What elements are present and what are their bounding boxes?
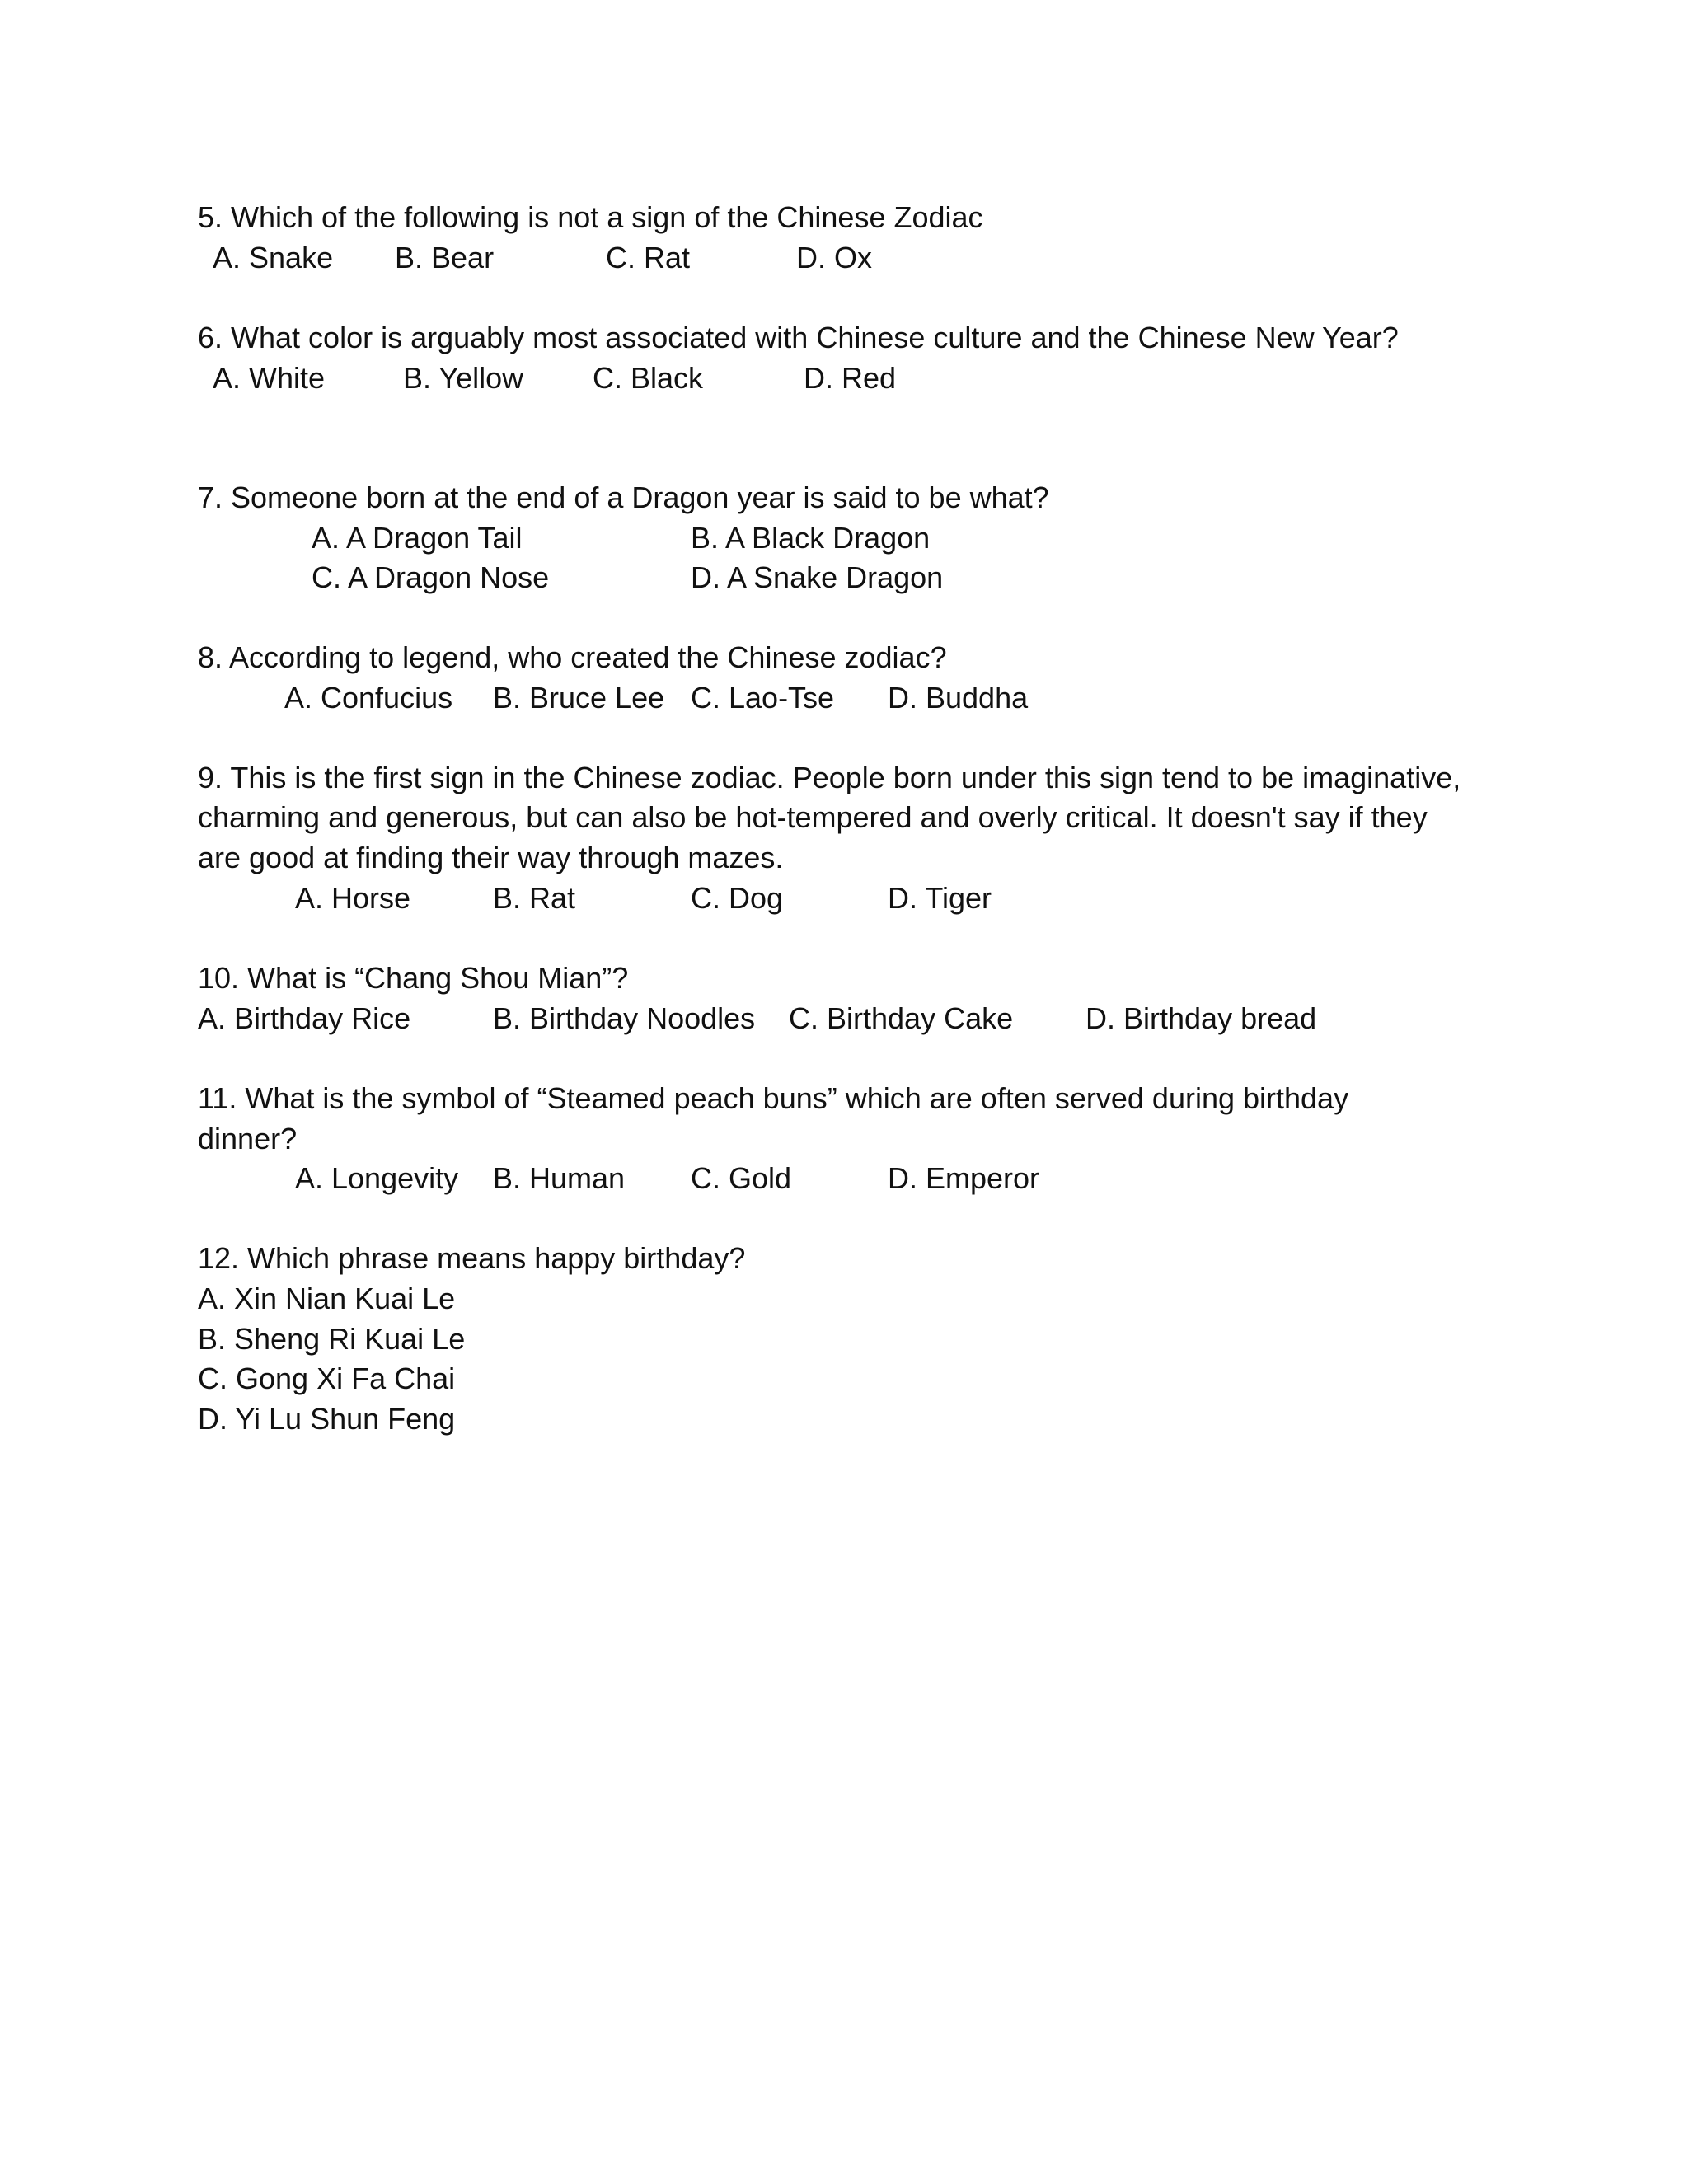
question-7-option-a: A. A Dragon Tail: [312, 521, 523, 555]
question-8-text: 8. According to legend, who created the Chinese zodiac?: [198, 640, 947, 674]
question-6-option-d: D. Red: [804, 361, 897, 395]
question-9-option-d: D. Tiger: [888, 881, 992, 915]
question-5-option-b: B. Bear: [395, 241, 495, 274]
question-10-option-c: C. Birthday Cake: [789, 1001, 1014, 1035]
question-6-option-b: B. Yellow: [403, 361, 524, 395]
question-8-option-b: B. Bruce Lee: [493, 681, 665, 715]
question-11-option-d: D. Emperor: [888, 1161, 1040, 1195]
question-12-option-d: D. Yi Lu Shun Feng: [198, 1402, 456, 1436]
question-7-text: 7. Someone born at the end of a Dragon year is said to be what?: [198, 480, 1049, 514]
question-10-option-a: A. Birthday Rice: [198, 1001, 411, 1035]
question-12-option-b: B. Sheng Ri Kuai Le: [198, 1322, 466, 1356]
question-10-text: 10. What is “Chang Shou Mian”?: [198, 961, 629, 995]
question-5-option-d: D. Ox: [796, 241, 873, 274]
question-5-option-c: C. Rat: [606, 241, 691, 274]
question-12-option-a: A. Xin Nian Kuai Le: [198, 1282, 456, 1315]
question-11-option-b: B. Human: [493, 1161, 626, 1195]
question-9-text-line-1: 9. This is the first sign in the Chinese zodiac. People born under this sign tend to be imaginative,: [198, 761, 1461, 794]
question-7-option-b: B. A Black Dragon: [691, 521, 931, 555]
question-7-option-d: D. A Snake Dragon: [691, 560, 944, 594]
question-10-option-b: B. Birthday Noodles: [493, 1001, 756, 1035]
question-5-text: 5. Which of the following is not a sign of the Chinese Zodiac: [198, 200, 983, 234]
question-11-text-line-2: dinner?: [198, 1122, 298, 1155]
question-6-option-a: A. White: [213, 361, 326, 395]
question-12-option-c: C. Gong Xi Fa Chai: [198, 1361, 456, 1395]
question-9-option-c: C. Dog: [691, 881, 784, 915]
question-11-option-a: A. Longevity: [295, 1161, 459, 1195]
question-9-option-b: B. Rat: [493, 881, 576, 915]
question-10-option-d: D. Birthday bread: [1085, 1001, 1317, 1035]
question-8-option-a: A. Confucius: [284, 681, 453, 715]
question-11-text-line-1: 11. What is the symbol of “Steamed peach buns” which are often served during birthday: [198, 1081, 1349, 1115]
question-8-option-c: C. Lao-Tse: [691, 681, 835, 715]
question-7-option-c: C. A Dragon Nose: [312, 560, 550, 594]
question-9-option-a: A. Horse: [295, 881, 411, 915]
question-6-text: 6. What color is arguably most associated with Chinese culture and the Chinese New Year?: [198, 321, 1399, 354]
question-9-text-line-2: charming and generous, but can also be hot-tempered and overly critical. It doesn't say if they: [198, 800, 1428, 834]
question-8-option-d: D. Buddha: [888, 681, 1029, 715]
question-12-text: 12. Which phrase means happy birthday?: [198, 1241, 746, 1275]
question-9-text-line-3: are good at finding their way through mazes.: [198, 841, 784, 874]
question-5-option-a: A. Snake: [213, 241, 334, 274]
question-6-option-c: C. Black: [593, 361, 704, 395]
question-11-option-c: C. Gold: [691, 1161, 792, 1195]
